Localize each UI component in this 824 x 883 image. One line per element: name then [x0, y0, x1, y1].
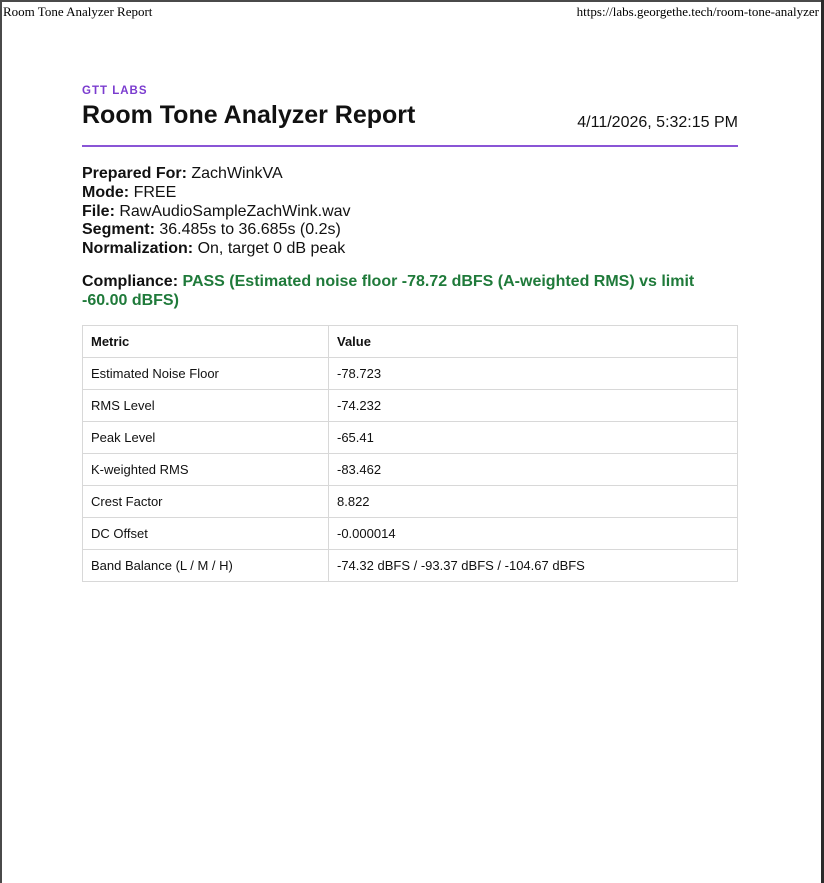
table-row — [83, 517, 738, 549]
meta-segment-value: 36.485s to 36.685s (0.2s) — [159, 221, 341, 239]
metric-value: 8.822 — [329, 485, 738, 517]
metrics-table — [82, 325, 738, 582]
table-row — [83, 549, 738, 581]
compliance-label: Compliance: — [82, 272, 179, 290]
meta-mode-value: FREE — [133, 183, 177, 201]
meta-mode-label: Mode: — [82, 183, 130, 201]
metric-name: DC Offset — [83, 517, 329, 549]
meta-prepared-for — [82, 165, 738, 184]
table-row — [83, 357, 738, 389]
metric-name: K-weighted RMS — [83, 453, 329, 485]
meta-file — [82, 203, 738, 222]
meta-normalization — [82, 240, 738, 259]
report-header — [82, 98, 738, 147]
meta-file-label: File: — [82, 202, 115, 220]
report-meta — [82, 165, 738, 259]
metric-value: -78.723 — [329, 357, 738, 389]
metric-name: Band Balance (L / M / H) — [83, 549, 329, 581]
table-row — [83, 485, 738, 517]
meta-normalization-value: On, target 0 dB peak — [197, 240, 346, 258]
report — [82, 84, 738, 582]
table-row — [83, 421, 738, 453]
column-header-metric: Metric — [83, 325, 329, 357]
brand-label: GTT LABS — [82, 85, 148, 97]
compliance-status: PASS (Estimated noise floor -78.72 dBFS (A-weighted RMS) vs limit -60.00 dBFS) — [82, 272, 695, 309]
metric-name: Peak Level — [83, 421, 329, 453]
page-border-top — [0, 0, 824, 2]
meta-prepared-for-value: ZachWinkVA — [191, 165, 283, 182]
meta-normalization-label: Normalization: — [82, 240, 194, 258]
meta-segment — [82, 221, 738, 240]
print-header-title: Room Tone Analyzer Report — [3, 4, 153, 19]
report-title: Room Tone Analyzer Report — [82, 101, 416, 129]
meta-prepared-for-label: Prepared For: — [82, 165, 187, 182]
column-header-value: Value — [329, 325, 738, 357]
table-row — [83, 453, 738, 485]
page-border-left — [0, 0, 2, 883]
metric-name: RMS Level — [83, 389, 329, 421]
metric-value: -83.462 — [329, 453, 738, 485]
table-header-row — [83, 325, 738, 357]
meta-file-value: RawAudioSampleZachWink.wav — [119, 202, 351, 220]
metric-name: Crest Factor — [83, 485, 329, 517]
report-timestamp: 4/11/2026, 5:32:15 PM — [577, 114, 738, 131]
meta-mode — [82, 184, 738, 203]
print-header-url: https://labs.georgethe.tech/room-tone-analyzer — [576, 4, 819, 19]
metric-value: -74.32 dBFS / -93.37 dBFS / -104.67 dBFS — [329, 549, 738, 581]
compliance-result — [82, 272, 738, 310]
table-row — [83, 389, 738, 421]
metric-value: -65.41 — [329, 421, 738, 453]
metric-name: Estimated Noise Floor — [83, 357, 329, 389]
meta-segment-label: Segment: — [82, 221, 155, 239]
metric-value: -0.000014 — [329, 517, 738, 549]
metric-value: -74.232 — [329, 389, 738, 421]
